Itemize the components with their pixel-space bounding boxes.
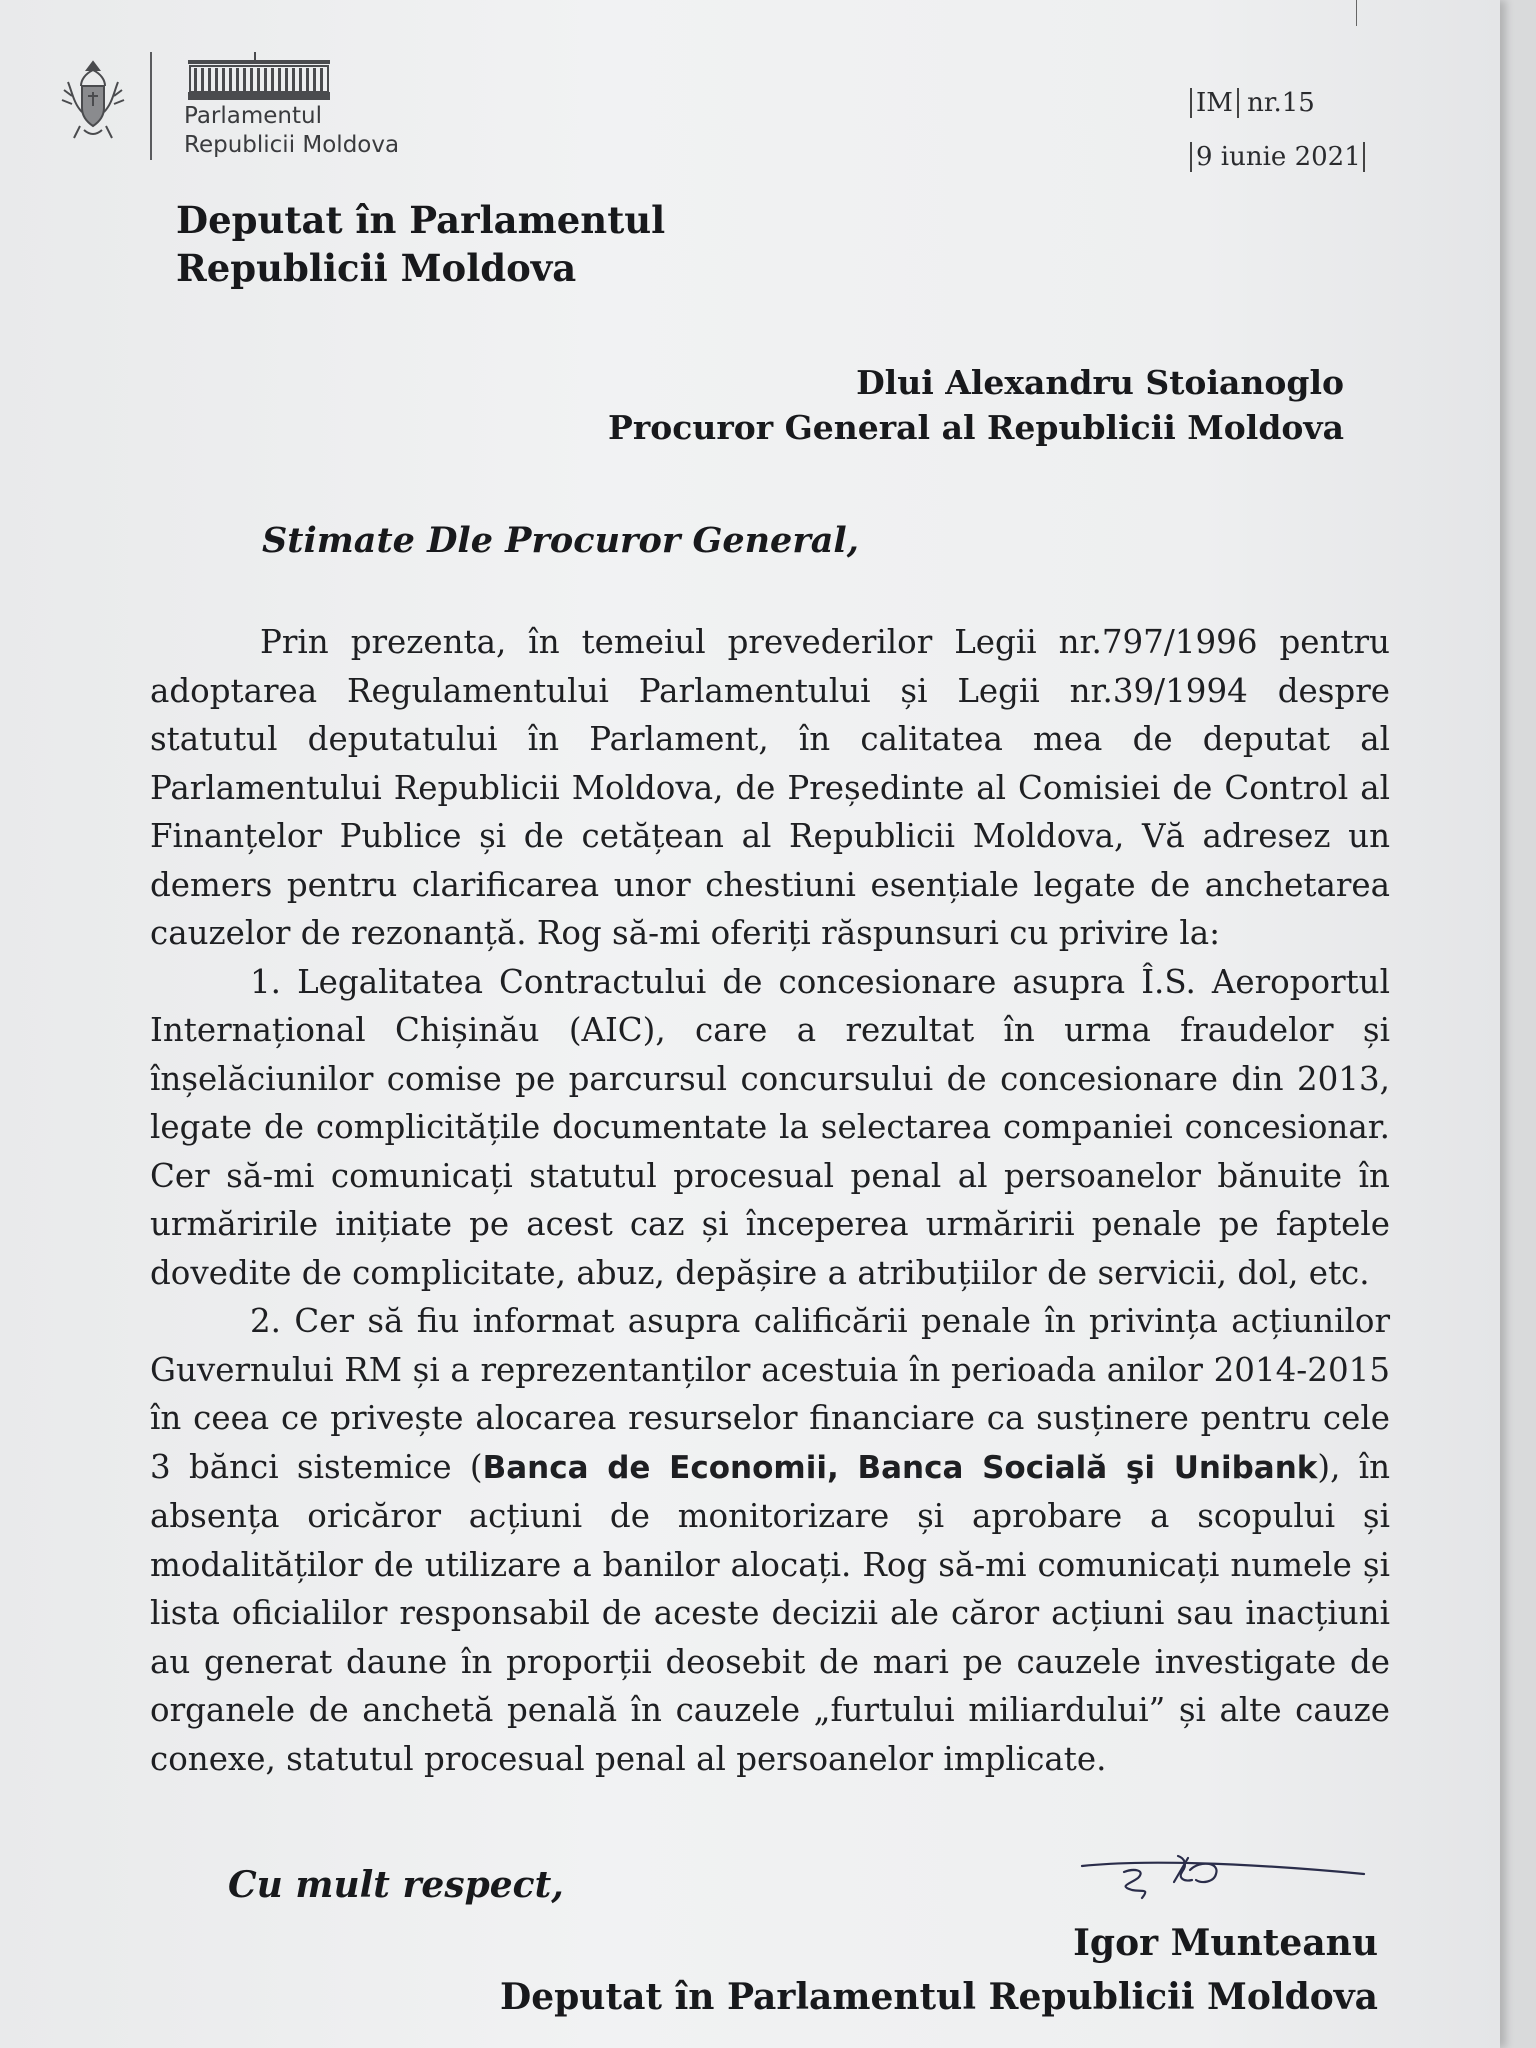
handwritten-signature — [1078, 1846, 1368, 1916]
parliament-building-icon — [188, 52, 330, 102]
reference-block — [1190, 76, 1365, 184]
signer-name: Igor Munteanu — [1073, 1922, 1378, 1964]
recipient-name: Dlui Alexandru Stoianoglo — [856, 363, 1344, 402]
closing: Cu mult respect, — [228, 1864, 564, 1906]
reference-date-value: 9 iunie 2021 — [1190, 142, 1365, 172]
reference-prefix: IM — [1190, 88, 1239, 118]
salutation: Stimate Dle Procuror General, — [262, 520, 859, 561]
sender-header — [176, 196, 665, 292]
recipient-title: Procuror General al Republicii Moldova — [608, 408, 1344, 447]
institution-name — [184, 102, 504, 160]
institution-line-1: Parlamentul — [184, 103, 322, 129]
recipient-block — [608, 360, 1344, 450]
coat-of-arms-icon — [58, 56, 128, 144]
signer-role: Deputat în Parlamentul Republicii Moldova — [499, 1976, 1378, 2018]
body-point-2-start: 2. Cer să fiu informat asupra calificării penale în privința acțiunilor Guvernului RM și a reprezentanților acestuia în perioada anilor 2014-2015 în ceea ce privește alocarea resurselor financiare ca susținere pentru cele 3 bănci sistemice ( — [150, 1302, 1390, 1486]
body-intro: Prin prezenta, în temeiul prevederilor Legii nr.797/1996 pentru adoptarea Regulamentului Parlamentului și Legii nr.39/1994 despre statutul deputatului în Parlament, în calitatea mea de deputat al Parlamentului Republicii Moldova, de Președinte al Comisiei de Control al Finanțelor Publice și de cetățean al Republicii Moldova, Vă adresez un demers pentru clarificarea unor chestiuni esențiale legate de anchetarea cauzelor de rezonanță. Rog să-mi oferiți răspunsuri cu privire la: — [150, 623, 1390, 952]
sender-header-line-2: Republicii Moldova — [176, 246, 577, 290]
reference-date — [1190, 130, 1365, 184]
sender-header-line-1: Deputat în Parlamentul — [176, 198, 666, 242]
reference-number — [1190, 76, 1365, 130]
body-point-2 — [150, 1297, 1390, 1783]
institution-line-2: Republicii Moldova — [184, 132, 400, 158]
edge-mark — [1356, 0, 1357, 26]
bank-names: Banca de Economii, Banca Socială şi Unibank — [482, 1449, 1318, 1486]
letterhead-divider — [150, 52, 152, 160]
letter-body — [150, 618, 1390, 1783]
reference-number-value: nr.15 — [1247, 88, 1315, 118]
body-point-2-end: ), în absența oricăror acțiuni de monitorizare și aprobare a scopului și modalităților de utilizare a banilor alocați. Rog să-mi comunicați numele și lista oficialilor responsabil de aceste decizii ale căror acțiuni sau inacțiuni au generat daune în proporții deosebit de mari pe cauzele investigate de organele de anchetă penală în cauzele „furtului miliardului” și alte cauze conexe, statutul procesual penal al persoanelor implicate. — [150, 1447, 1391, 1778]
body-point-1: 1. Legalitatea Contractului de concesionare asupra Î.S. Aeroportul Internațional Chișinău (AIC), care a rezultat în urma fraudelor și înșelăciunilor comise pe parcursul concursului de concesionare din 2013, legate de complicitățile documentate la selectarea companiei concesionar. Cer să-mi comunicați statutul procesual penal al persoanelor bănuite în urmăririle inițiate pe acest caz și începerea urmăririi penale pe faptele dovedite de complicitate, abuz, depășire a atribuțiilor de servicii, dol, etc. — [150, 962, 1390, 1292]
